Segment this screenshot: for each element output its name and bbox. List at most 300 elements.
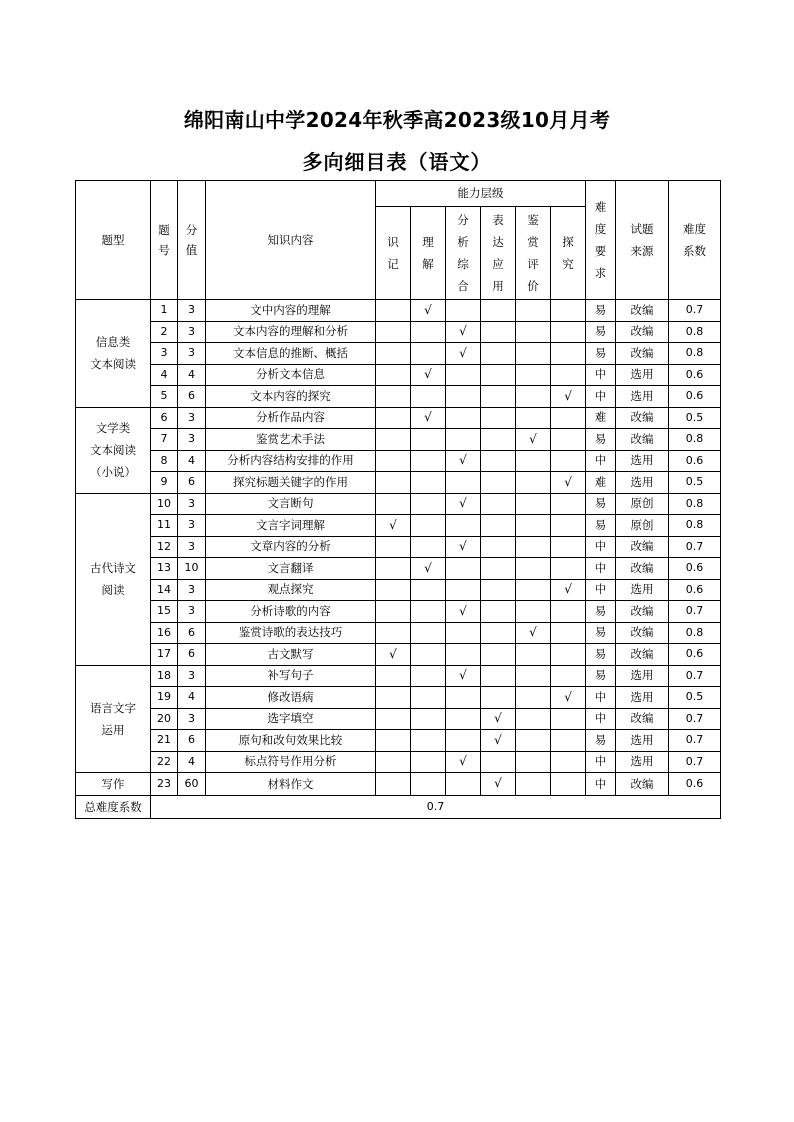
knowledge-content: 探究标题关键字的作用 [206, 472, 376, 494]
difficulty-requirement: 中 [586, 386, 616, 408]
ability-cell [376, 472, 411, 494]
ability-cell [516, 386, 551, 408]
ability-cell: √ [481, 773, 516, 796]
question-source: 改编 [616, 343, 669, 365]
knowledge-content: 鉴赏艺术手法 [206, 429, 376, 451]
question-number: 2 [151, 321, 178, 343]
ability-cell [446, 429, 481, 451]
knowledge-content: 文中内容的理解 [206, 300, 376, 322]
header-ability-level: 探究 [551, 207, 586, 300]
knowledge-content: 选字填空 [206, 708, 376, 730]
question-number: 3 [151, 343, 178, 365]
ability-cell [516, 708, 551, 730]
ability-cell [411, 579, 446, 601]
question-source: 改编 [616, 429, 669, 451]
ability-cell [446, 386, 481, 408]
question-number: 9 [151, 472, 178, 494]
ability-cell [551, 644, 586, 666]
question-source: 选用 [616, 665, 669, 687]
difficulty-coefficient: 0.5 [669, 407, 721, 429]
question-score: 4 [178, 687, 206, 709]
question-source: 改编 [616, 708, 669, 730]
question-source: 改编 [616, 300, 669, 322]
group-type-label: 古代诗文 阅读 [76, 493, 151, 665]
ability-cell [376, 536, 411, 558]
ability-cell [481, 429, 516, 451]
question-source: 选用 [616, 364, 669, 386]
knowledge-content: 修改语病 [206, 687, 376, 709]
ability-cell: √ [376, 644, 411, 666]
question-score: 6 [178, 644, 206, 666]
table-row [76, 579, 721, 601]
difficulty-coefficient: 0.7 [669, 601, 721, 623]
ability-cell [551, 708, 586, 730]
ability-cell [551, 450, 586, 472]
knowledge-content: 文言翻译 [206, 558, 376, 580]
question-number: 13 [151, 558, 178, 580]
question-score: 3 [178, 300, 206, 322]
ability-cell [376, 558, 411, 580]
ability-cell [516, 665, 551, 687]
ability-cell [551, 773, 586, 796]
difficulty-requirement: 中 [586, 687, 616, 709]
ability-cell [516, 472, 551, 494]
table-row [76, 450, 721, 472]
ability-cell: √ [446, 493, 481, 515]
table-row [76, 708, 721, 730]
ability-cell [516, 450, 551, 472]
question-score: 3 [178, 515, 206, 537]
question-source: 改编 [616, 407, 669, 429]
difficulty-requirement: 中 [586, 450, 616, 472]
table-row [76, 558, 721, 580]
question-score: 10 [178, 558, 206, 580]
ability-cell [551, 515, 586, 537]
ability-cell: √ [551, 386, 586, 408]
ability-cell [446, 579, 481, 601]
ability-cell: √ [446, 536, 481, 558]
ability-cell [516, 687, 551, 709]
ability-cell [516, 773, 551, 796]
ability-cell: √ [446, 321, 481, 343]
difficulty-coefficient: 0.7 [669, 730, 721, 752]
question-number: 10 [151, 493, 178, 515]
ability-cell [446, 687, 481, 709]
table-row [76, 515, 721, 537]
ability-cell [516, 536, 551, 558]
ability-cell: √ [411, 300, 446, 322]
difficulty-requirement: 难 [586, 407, 616, 429]
question-source: 改编 [616, 644, 669, 666]
ability-cell: √ [446, 665, 481, 687]
question-number: 1 [151, 300, 178, 322]
ability-cell [516, 579, 551, 601]
total-value: 0.7 [151, 796, 721, 819]
difficulty-coefficient: 0.8 [669, 622, 721, 644]
difficulty-requirement: 中 [586, 579, 616, 601]
difficulty-requirement: 中 [586, 364, 616, 386]
header-number: 题号 [151, 181, 178, 300]
difficulty-coefficient: 0.6 [669, 450, 721, 472]
ability-cell [411, 343, 446, 365]
ability-cell [411, 622, 446, 644]
ability-cell [481, 644, 516, 666]
ability-cell [376, 386, 411, 408]
difficulty-coefficient: 0.7 [669, 665, 721, 687]
ability-cell [551, 429, 586, 451]
ability-cell [516, 751, 551, 773]
ability-cell [376, 429, 411, 451]
difficulty-coefficient: 0.6 [669, 644, 721, 666]
ability-cell [516, 407, 551, 429]
question-score: 4 [178, 450, 206, 472]
knowledge-content: 文言断句 [206, 493, 376, 515]
knowledge-content: 鉴赏诗歌的表达技巧 [206, 622, 376, 644]
ability-cell [446, 644, 481, 666]
group-type-label: 写作 [76, 773, 151, 796]
ability-cell: √ [446, 343, 481, 365]
question-source: 改编 [616, 558, 669, 580]
difficulty-requirement: 易 [586, 644, 616, 666]
difficulty-requirement: 易 [586, 343, 616, 365]
knowledge-content: 文本内容的探究 [206, 386, 376, 408]
difficulty-coefficient: 0.8 [669, 515, 721, 537]
ability-cell [446, 622, 481, 644]
question-number: 7 [151, 429, 178, 451]
difficulty-coefficient: 0.7 [669, 300, 721, 322]
ability-cell [481, 579, 516, 601]
ability-cell [516, 321, 551, 343]
question-number: 22 [151, 751, 178, 773]
difficulty-coefficient: 0.8 [669, 343, 721, 365]
question-score: 6 [178, 386, 206, 408]
knowledge-content: 分析文本信息 [206, 364, 376, 386]
ability-cell [516, 730, 551, 752]
question-number: 6 [151, 407, 178, 429]
ability-cell [411, 751, 446, 773]
ability-cell [481, 343, 516, 365]
ability-cell [376, 665, 411, 687]
knowledge-content: 分析作品内容 [206, 407, 376, 429]
ability-cell [376, 730, 411, 752]
header-type: 题型 [76, 181, 151, 300]
header-ability-level: 表达应用 [481, 207, 516, 300]
ability-cell [376, 773, 411, 796]
ability-cell [481, 515, 516, 537]
question-score: 6 [178, 472, 206, 494]
ability-cell: √ [551, 579, 586, 601]
ability-cell [481, 751, 516, 773]
question-number: 14 [151, 579, 178, 601]
table-row [76, 472, 721, 494]
ability-cell [481, 601, 516, 623]
table-row [76, 665, 721, 687]
group-type-label: 信息类 文本阅读 [76, 300, 151, 408]
ability-cell: √ [516, 429, 551, 451]
header-ability-level: 分析综合 [446, 207, 481, 300]
ability-cell [376, 364, 411, 386]
ability-cell [551, 300, 586, 322]
ability-cell [446, 364, 481, 386]
ability-cell [411, 708, 446, 730]
ability-cell [481, 386, 516, 408]
ability-cell [481, 687, 516, 709]
ability-cell [411, 429, 446, 451]
difficulty-coefficient: 0.6 [669, 773, 721, 796]
ability-cell [411, 687, 446, 709]
ability-cell: √ [411, 558, 446, 580]
ability-cell [376, 751, 411, 773]
question-source: 选用 [616, 730, 669, 752]
question-number: 19 [151, 687, 178, 709]
question-number: 11 [151, 515, 178, 537]
difficulty-requirement: 易 [586, 601, 616, 623]
question-source: 选用 [616, 472, 669, 494]
table-row [76, 300, 721, 322]
question-score: 3 [178, 493, 206, 515]
ability-cell [516, 515, 551, 537]
question-source: 改编 [616, 622, 669, 644]
header-score: 分值 [178, 181, 206, 300]
group-type-label: 文学类 文本阅读 （小说） [76, 407, 151, 493]
ability-cell [481, 493, 516, 515]
ability-cell [481, 472, 516, 494]
table-row [76, 601, 721, 623]
ability-cell: √ [411, 364, 446, 386]
ability-cell: √ [516, 622, 551, 644]
question-number: 17 [151, 644, 178, 666]
ability-cell [376, 300, 411, 322]
difficulty-requirement: 易 [586, 515, 616, 537]
table-row [76, 687, 721, 709]
question-score: 60 [178, 773, 206, 796]
ability-cell [516, 364, 551, 386]
question-number: 23 [151, 773, 178, 796]
question-score: 3 [178, 321, 206, 343]
ability-cell [376, 579, 411, 601]
ability-cell [516, 493, 551, 515]
header-source: 试题来源 [616, 181, 669, 300]
question-number: 4 [151, 364, 178, 386]
ability-cell [551, 558, 586, 580]
ability-cell [376, 343, 411, 365]
ability-cell [446, 730, 481, 752]
total-label: 总难度系数 [76, 796, 151, 819]
ability-cell [446, 558, 481, 580]
ability-cell: √ [551, 472, 586, 494]
table-row [76, 536, 721, 558]
ability-cell [446, 472, 481, 494]
question-source: 选用 [616, 687, 669, 709]
difficulty-coefficient: 0.7 [669, 751, 721, 773]
question-number: 5 [151, 386, 178, 408]
difficulty-coefficient: 0.6 [669, 364, 721, 386]
question-source: 改编 [616, 601, 669, 623]
difficulty-requirement: 易 [586, 730, 616, 752]
table-row [76, 730, 721, 752]
question-score: 3 [178, 665, 206, 687]
document-title: 绵阳南山中学2024年秋季高2023级10月月考 [183, 108, 611, 132]
knowledge-content: 补写句子 [206, 665, 376, 687]
header-coef: 难度系数 [669, 181, 721, 300]
difficulty-requirement: 易 [586, 622, 616, 644]
difficulty-requirement: 易 [586, 321, 616, 343]
knowledge-content: 观点探究 [206, 579, 376, 601]
question-score: 3 [178, 579, 206, 601]
ability-cell [481, 450, 516, 472]
question-source: 选用 [616, 579, 669, 601]
difficulty-requirement: 难 [586, 472, 616, 494]
ability-cell: √ [411, 407, 446, 429]
ability-cell [551, 622, 586, 644]
knowledge-content: 文本信息的推断、概括 [206, 343, 376, 365]
table-row [76, 429, 721, 451]
ability-cell [411, 730, 446, 752]
table-row [76, 773, 721, 796]
ability-cell [551, 730, 586, 752]
difficulty-coefficient: 0.6 [669, 558, 721, 580]
ability-cell [376, 622, 411, 644]
question-score: 6 [178, 622, 206, 644]
group-type-label: 语言文字 运用 [76, 665, 151, 773]
table-row [76, 407, 721, 429]
table-row [76, 644, 721, 666]
difficulty-requirement: 中 [586, 751, 616, 773]
question-number: 18 [151, 665, 178, 687]
ability-cell [481, 622, 516, 644]
ability-cell: √ [551, 687, 586, 709]
ability-cell: √ [481, 730, 516, 752]
ability-cell [481, 665, 516, 687]
ability-cell [411, 321, 446, 343]
knowledge-content: 分析内容结构安排的作用 [206, 450, 376, 472]
ability-cell [411, 773, 446, 796]
knowledge-content: 标点符号作用分析 [206, 751, 376, 773]
ability-cell [411, 665, 446, 687]
ability-cell [376, 708, 411, 730]
knowledge-content: 文章内容的分析 [206, 536, 376, 558]
difficulty-coefficient: 0.5 [669, 687, 721, 709]
ability-cell: √ [446, 751, 481, 773]
difficulty-coefficient: 0.7 [669, 708, 721, 730]
ability-cell [411, 386, 446, 408]
ability-cell [551, 536, 586, 558]
ability-cell: √ [481, 708, 516, 730]
difficulty-coefficient: 0.8 [669, 429, 721, 451]
question-number: 20 [151, 708, 178, 730]
difficulty-coefficient: 0.8 [669, 493, 721, 515]
question-source: 选用 [616, 450, 669, 472]
question-source: 改编 [616, 773, 669, 796]
question-score: 3 [178, 536, 206, 558]
difficulty-requirement: 中 [586, 773, 616, 796]
ability-cell [411, 450, 446, 472]
difficulty-requirement: 易 [586, 665, 616, 687]
ability-cell [516, 300, 551, 322]
table-body [76, 300, 721, 796]
question-number: 12 [151, 536, 178, 558]
difficulty-coefficient: 0.5 [669, 472, 721, 494]
ability-cell: √ [446, 601, 481, 623]
header-difficulty-req: 难度要求 [586, 181, 616, 300]
header-ability-level: 鉴赏评价 [516, 207, 551, 300]
ability-cell [446, 407, 481, 429]
table-row [76, 321, 721, 343]
ability-cell [446, 708, 481, 730]
ability-cell [551, 364, 586, 386]
ability-cell [481, 536, 516, 558]
knowledge-content: 文本内容的理解和分析 [206, 321, 376, 343]
ability-cell [551, 321, 586, 343]
knowledge-content: 文言字词理解 [206, 515, 376, 537]
difficulty-requirement: 易 [586, 300, 616, 322]
table-row [76, 493, 721, 515]
table-row [76, 386, 721, 408]
ability-cell: √ [376, 515, 411, 537]
difficulty-requirement: 中 [586, 558, 616, 580]
knowledge-content: 古文默写 [206, 644, 376, 666]
header-ability-level: 识记 [376, 207, 411, 300]
ability-cell [411, 601, 446, 623]
question-score: 3 [178, 601, 206, 623]
table-row [76, 622, 721, 644]
ability-cell [376, 493, 411, 515]
question-source: 选用 [616, 386, 669, 408]
question-source: 原创 [616, 493, 669, 515]
header-ability: 能力层级 [376, 181, 586, 207]
question-score: 6 [178, 730, 206, 752]
ability-cell [481, 321, 516, 343]
table-row [76, 343, 721, 365]
header-ability-level: 理解 [411, 207, 446, 300]
ability-cell [411, 644, 446, 666]
spec-table [75, 180, 721, 819]
question-score: 3 [178, 429, 206, 451]
question-source: 改编 [616, 536, 669, 558]
table-row [76, 751, 721, 773]
ability-cell [481, 364, 516, 386]
question-score: 4 [178, 751, 206, 773]
ability-cell [551, 407, 586, 429]
difficulty-coefficient: 0.6 [669, 386, 721, 408]
header-knowledge: 知识内容 [206, 181, 376, 300]
question-source: 原创 [616, 515, 669, 537]
question-source: 改编 [616, 321, 669, 343]
difficulty-requirement: 易 [586, 493, 616, 515]
question-score: 3 [178, 407, 206, 429]
ability-cell [411, 515, 446, 537]
difficulty-coefficient: 0.8 [669, 321, 721, 343]
ability-cell [551, 601, 586, 623]
ability-cell [446, 515, 481, 537]
ability-cell [376, 601, 411, 623]
ability-cell [446, 773, 481, 796]
ability-cell [551, 665, 586, 687]
ability-cell [516, 601, 551, 623]
ability-cell [551, 343, 586, 365]
ability-cell [376, 687, 411, 709]
ability-cell [376, 407, 411, 429]
ability-cell: √ [446, 450, 481, 472]
question-score: 4 [178, 364, 206, 386]
question-number: 8 [151, 450, 178, 472]
question-number: 21 [151, 730, 178, 752]
knowledge-content: 原句和改句效果比较 [206, 730, 376, 752]
knowledge-content: 材料作文 [206, 773, 376, 796]
table-row [76, 364, 721, 386]
difficulty-coefficient: 0.6 [669, 579, 721, 601]
ability-cell [516, 343, 551, 365]
